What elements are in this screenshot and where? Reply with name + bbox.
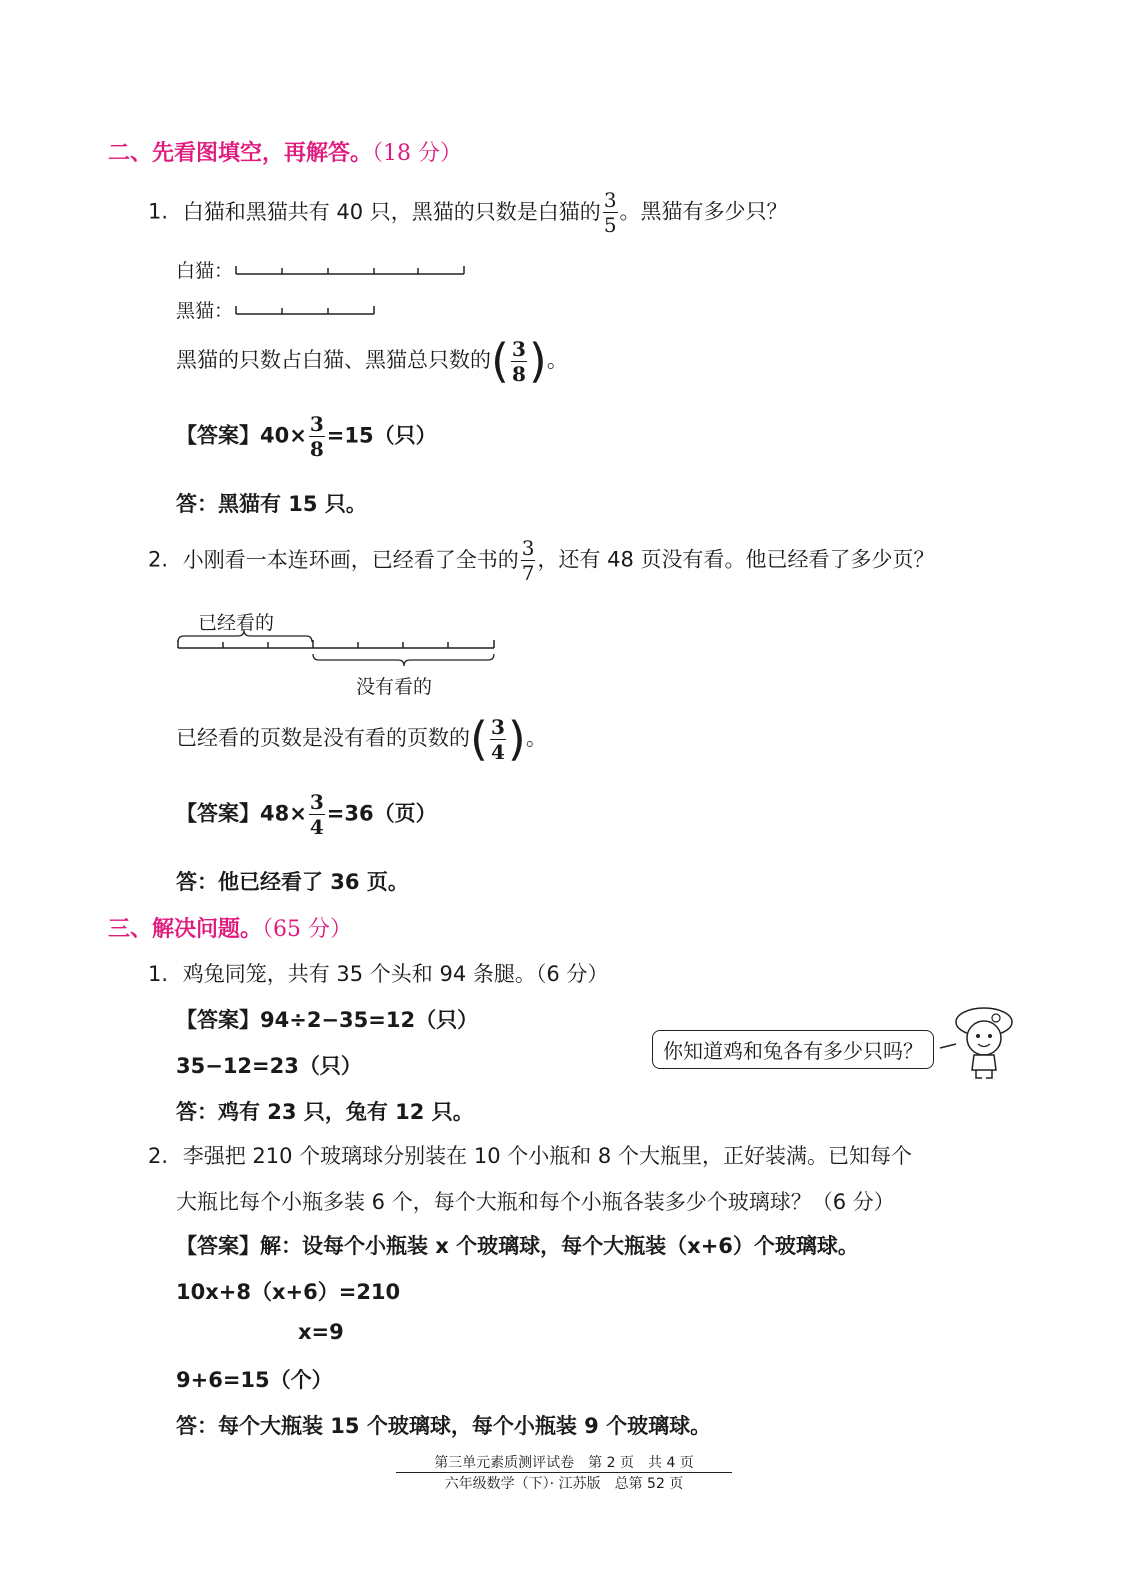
s2-q1-question (148, 190, 788, 235)
denominator: 4 (309, 815, 324, 839)
numerator: 3 (309, 790, 324, 814)
s2-q2-reply: 答：他已经看了 36 页。 (176, 870, 409, 894)
fill-text: 黑猫的只数占白猫、黑猫总只数的 (176, 348, 491, 372)
fraction (603, 190, 618, 235)
numerator: 3 (309, 412, 324, 436)
cartoon-child-icon (938, 1004, 1018, 1084)
numerator: 3 (521, 536, 535, 560)
s3-q2-question-line2: 大瓶比每个小瓶多装 6 个，每个大瓶和每个小瓶各装多少个玻璃球？（6 分） (176, 1190, 895, 1214)
page-footer (396, 1452, 732, 1493)
section-2-title (108, 136, 462, 167)
denominator: 4 (490, 739, 505, 764)
pages-diagram (174, 630, 504, 672)
s3-q2-reply: 答：每个大瓶装 15 个玻璃球，每个小瓶装 9 个玻璃球。 (176, 1414, 712, 1438)
s3-q2-question-line1 (148, 1140, 912, 1170)
fraction (309, 792, 325, 837)
s3-q1-question (148, 958, 608, 988)
fraction (309, 414, 325, 459)
s2-q1-answer (176, 414, 437, 459)
fill-end: 。 (546, 348, 568, 372)
numerator: 3 (603, 188, 617, 212)
black-cat-bar (234, 302, 380, 318)
unread-label: 没有看的 (356, 676, 433, 698)
answer-suffix: =36（页） (326, 801, 437, 826)
question-text: ，还有 48 页没有看。他已经看了多少页？ (537, 547, 935, 572)
numerator: 3 (511, 336, 526, 361)
question-text: 小刚看一本连环画，已经看了全书的 (182, 547, 519, 572)
answer-prefix: 【答案】48× (176, 801, 307, 826)
answer-prefix: 【答案】40× (176, 423, 307, 448)
question-text: 白猫和黑猫共有 40 只，黑猫的只数是白猫的 (182, 199, 601, 224)
question-number: 1. (148, 199, 169, 224)
fraction (521, 538, 536, 583)
s3-q2-equation-3: 9+6=15（个） (176, 1368, 333, 1392)
s3-q1-answer-line2: 35−12=23（只） (176, 1054, 362, 1078)
fill-end: 。 (525, 726, 547, 750)
s2-q1-reply: 答：黑猫有 15 只。 (176, 492, 367, 516)
question-text: 。黑猫有多少只？ (619, 199, 788, 224)
section-2-title-text: 二、先看图填空，再解答。 (108, 141, 373, 166)
s3-q2-equation-1: 10x+8（x+6）=210 (176, 1280, 401, 1304)
fill-text: 已经看的页数是没有看的页数的 (176, 726, 470, 750)
question-number: 2. (148, 547, 169, 572)
denominator: 7 (521, 561, 535, 585)
fraction (490, 714, 506, 764)
footer-line-2: 六年级数学（下）· 江苏版 总第 52 页 (444, 1476, 684, 1492)
question-number: 2. (148, 1144, 169, 1168)
section-3-title-text: 三、解决问题。 (108, 917, 263, 942)
s3-q2-equation-2: x=9 (298, 1320, 344, 1344)
hint-speech-bubble: 你知道鸡和兔各有多少只吗？ (652, 1030, 934, 1069)
fraction (511, 336, 527, 386)
white-cat-bar (234, 262, 470, 278)
s2-q2-question (148, 538, 935, 583)
question-text: 鸡兔同笼，共有 35 个头和 94 条腿。（6 分） (182, 962, 609, 986)
s2-q2-fill: 已经看的页数是没有看的页数的( $\frac{3}{4}$ )。 (176, 712, 547, 766)
denominator: 8 (511, 361, 526, 386)
footer-line-1: 第三单元素质测评试卷 第 2 页 共 4 页 (434, 1455, 694, 1471)
s3-q1-answer-line1: 【答案】94÷2−35=12（只） (176, 1008, 479, 1032)
section-2-points: （18 分） (372, 141, 463, 166)
white-cat-label: 白猫： (176, 260, 234, 282)
s3-q1-reply: 答：鸡有 23 只，兔有 12 只。 (176, 1100, 474, 1124)
s2-q1-fill: 黑猫的只数占白猫、黑猫总只数的( $\frac{3}{8}$ )。 (176, 334, 568, 388)
answer-suffix: =15（只） (326, 423, 437, 448)
s2-q2-answer (176, 792, 437, 837)
section-3-points: （65 分） (262, 917, 353, 942)
question-text: 李强把 210 个玻璃球分别装在 10 个小瓶和 8 个大瓶里，正好装满。已知每个 (182, 1144, 912, 1168)
question-number: 1. (148, 962, 169, 986)
read-label: 已经看的 (198, 612, 275, 634)
denominator: 5 (603, 213, 617, 237)
s3-q2-answer-line: 【答案】解：设每个小瓶装 x 个玻璃球，每个大瓶装（x+6）个玻璃球。 (176, 1234, 859, 1258)
denominator: 8 (309, 437, 324, 461)
numerator: 3 (490, 714, 505, 739)
section-3-title (108, 912, 352, 943)
black-cat-label: 黑猫： (176, 300, 234, 322)
